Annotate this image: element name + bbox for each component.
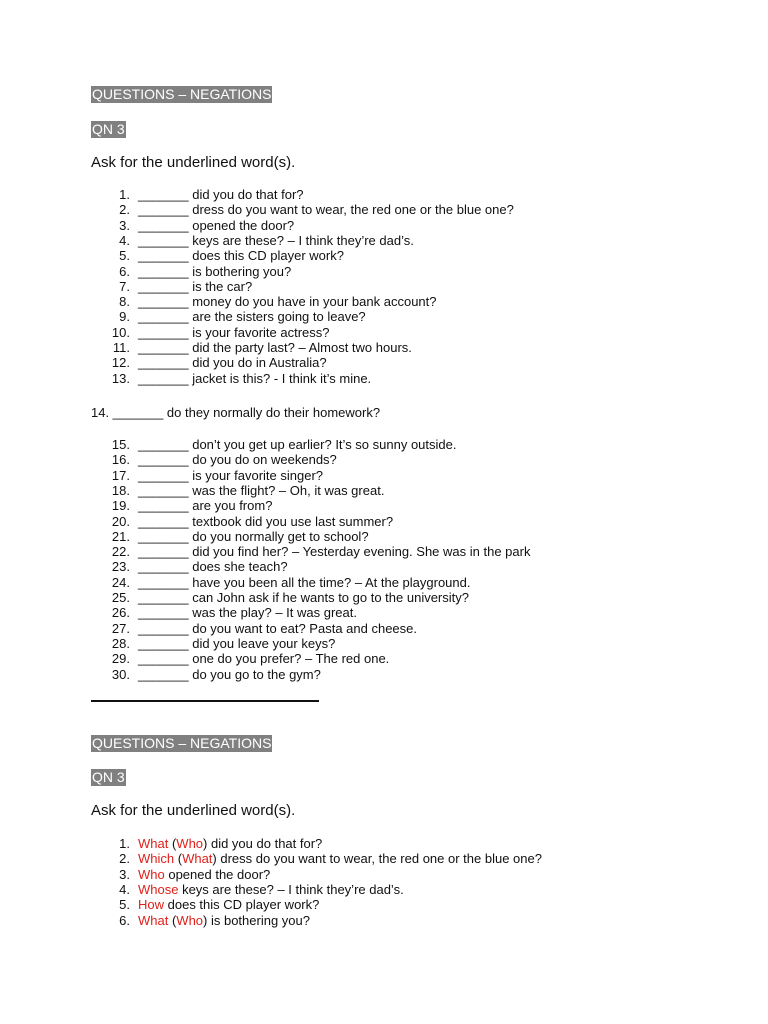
item-number: 2.	[119, 202, 130, 218]
item-number: 15.	[111, 437, 130, 452]
answer-word: Who	[176, 912, 204, 928]
list-item	[0, 636, 768, 651]
item-text-fragment: ) dress do you want to wear, the red one or the blue one?	[212, 851, 542, 867]
item-number: 8.	[119, 294, 130, 310]
answer-instruction: Ask for the underlined word(s).	[91, 802, 296, 819]
item-number: 27.	[111, 620, 130, 636]
list-item	[0, 529, 768, 544]
item-text	[138, 867, 270, 882]
item-text: _______ is the car?	[138, 278, 253, 294]
item-text: _______ does she teach?	[138, 559, 288, 575]
item-text: _______ textbook did you use last summer?	[138, 513, 394, 529]
item-text: _______ do you normally get to school?	[138, 528, 369, 544]
item-text: _______ did you leave your keys?	[138, 635, 336, 651]
instruction: Ask for the underlined word(s).	[91, 154, 296, 171]
item-text	[138, 882, 404, 897]
item-number: 19.	[111, 498, 130, 514]
item-number: 10.	[111, 324, 130, 340]
answer-word: Whose	[138, 881, 179, 897]
question-14: 14. _______ do they normally do their homework?	[91, 405, 381, 420]
item-number: 20.	[111, 513, 130, 529]
item-text: _______ have you been all the time? – At the playground.	[138, 574, 471, 590]
item-text: _______ are you from?	[138, 498, 273, 514]
list-item	[0, 897, 768, 912]
list-item	[0, 437, 768, 452]
answer-section-code: QN 3	[92, 769, 125, 785]
item-text: _______ keys are these? – I think they’re dad’s.	[138, 232, 414, 248]
item-number: 13.	[111, 370, 130, 386]
item-number: 7.	[119, 278, 130, 294]
list-item	[0, 309, 768, 324]
item-text-fragment: opened the door?	[164, 866, 271, 882]
list-item	[0, 294, 768, 309]
item-number: 25.	[111, 590, 130, 605]
item-text: _______ did you do that for?	[138, 187, 304, 202]
answer-word: How	[138, 897, 165, 913]
list-item	[0, 514, 768, 529]
answer-section-heading: QUESTIONS – NEGATIONS	[92, 735, 272, 751]
item-text-fragment: (	[168, 912, 177, 928]
list-item	[0, 575, 768, 590]
item-number: 16.	[111, 452, 130, 468]
list-item	[0, 559, 768, 574]
item-text: _______ are the sisters going to leave?	[138, 309, 366, 325]
item-number: 26.	[111, 605, 130, 621]
list-item	[0, 202, 768, 217]
divider-rule	[91, 700, 319, 702]
item-number: 28.	[111, 635, 130, 651]
item-text-fragment: (	[168, 836, 177, 851]
item-number: 18.	[111, 482, 130, 498]
item-text: _______ is your favorite singer?	[138, 467, 324, 483]
item-text: _______ was the flight? – Oh, it was great.	[138, 482, 385, 498]
item-text	[138, 897, 319, 912]
item-number: 5.	[119, 897, 130, 913]
list-item	[0, 651, 768, 666]
item-text: _______ opened the door?	[138, 217, 295, 233]
list-item	[0, 325, 768, 340]
item-text: _______ jacket is this? - I think it’s mine.	[138, 370, 372, 386]
item-text: _______ one do you prefer? – The red one.	[138, 651, 390, 667]
section-code: QN 3	[92, 121, 125, 137]
item-text	[138, 836, 322, 851]
item-text-fragment: keys are these? – I think they’re dad’s.	[178, 881, 404, 897]
list-item	[0, 264, 768, 279]
item-text	[138, 913, 310, 928]
item-number: 9.	[119, 309, 130, 325]
list-item	[0, 851, 768, 866]
item-number: 30.	[111, 666, 130, 682]
answer-word: What	[138, 912, 169, 928]
item-number: 3.	[119, 217, 130, 233]
list-item	[0, 355, 768, 370]
list-item	[0, 483, 768, 498]
item-text-fragment: does this CD player work?	[164, 897, 320, 913]
item-number: 22.	[111, 544, 130, 560]
list-item	[0, 836, 768, 851]
list-item	[0, 913, 768, 928]
item-number: 1.	[119, 187, 130, 202]
item-number: 4.	[119, 881, 130, 897]
item-text: _______ do you go to the gym?	[138, 666, 321, 682]
item-number: 6.	[119, 912, 130, 928]
list-item	[0, 248, 768, 263]
list-item	[0, 621, 768, 636]
list-item	[0, 371, 768, 386]
list-item	[0, 452, 768, 467]
item-number: 11.	[112, 340, 130, 355]
list-item	[0, 667, 768, 682]
list-item	[0, 882, 768, 897]
answer-word: Who	[176, 836, 204, 851]
item-text: _______ was the play? – It was great.	[138, 605, 357, 621]
list-item	[0, 468, 768, 483]
item-text: _______ don’t you get up earlier? It’s so sunny outside.	[138, 437, 457, 452]
list-item	[0, 867, 768, 882]
item-number: 29.	[111, 651, 130, 667]
list-item	[0, 218, 768, 233]
answer-word: Who	[138, 866, 165, 882]
item-number: 6.	[119, 263, 130, 279]
list-item	[0, 279, 768, 294]
item-number: 12.	[111, 355, 130, 371]
item-text: _______ is your favorite actress?	[138, 324, 330, 340]
item-text: _______ did you do in Australia?	[138, 355, 327, 371]
item-text: _______ do you want to eat? Pasta and cheese.	[138, 620, 417, 636]
answer-word: Which	[138, 851, 175, 867]
list-item	[0, 544, 768, 559]
item-number: 4.	[119, 232, 130, 248]
section-heading: QUESTIONS – NEGATIONS	[92, 86, 272, 102]
item-number: 1.	[119, 836, 130, 851]
list-item	[0, 498, 768, 513]
item-number: 21.	[111, 528, 130, 544]
item-number: 24.	[111, 574, 130, 590]
list-item	[0, 340, 768, 355]
list-item	[0, 233, 768, 248]
answer-word: What	[138, 836, 169, 851]
item-number: 5.	[119, 248, 130, 264]
list-item	[0, 590, 768, 605]
item-number: 17.	[111, 467, 130, 483]
item-number: 2.	[119, 851, 130, 867]
item-text: _______ dress do you want to wear, the red one or the blue one?	[138, 202, 514, 218]
item-text: _______ can John ask if he wants to go to the university?	[138, 590, 469, 605]
item-text: _______ does this CD player work?	[138, 248, 344, 264]
item-number: 3.	[119, 866, 130, 882]
answer-word: What	[182, 851, 213, 867]
list-item	[0, 187, 768, 202]
item-text: _______ money do you have in your bank account?	[138, 294, 437, 310]
item-number: 23.	[111, 559, 130, 575]
item-text: _______ did you find her? – Yesterday evening. She was in the park	[138, 544, 531, 560]
item-text-fragment: (	[174, 851, 183, 867]
item-text: _______ did the party last? – Almost two hours.	[138, 340, 412, 355]
item-text	[138, 851, 542, 866]
item-text: _______ do you do on weekends?	[138, 452, 337, 468]
item-text: _______ is bothering you?	[138, 263, 292, 279]
item-text-fragment: ) did you do that for?	[203, 836, 323, 851]
list-item	[0, 605, 768, 620]
item-text-fragment: ) is bothering you?	[203, 912, 310, 928]
